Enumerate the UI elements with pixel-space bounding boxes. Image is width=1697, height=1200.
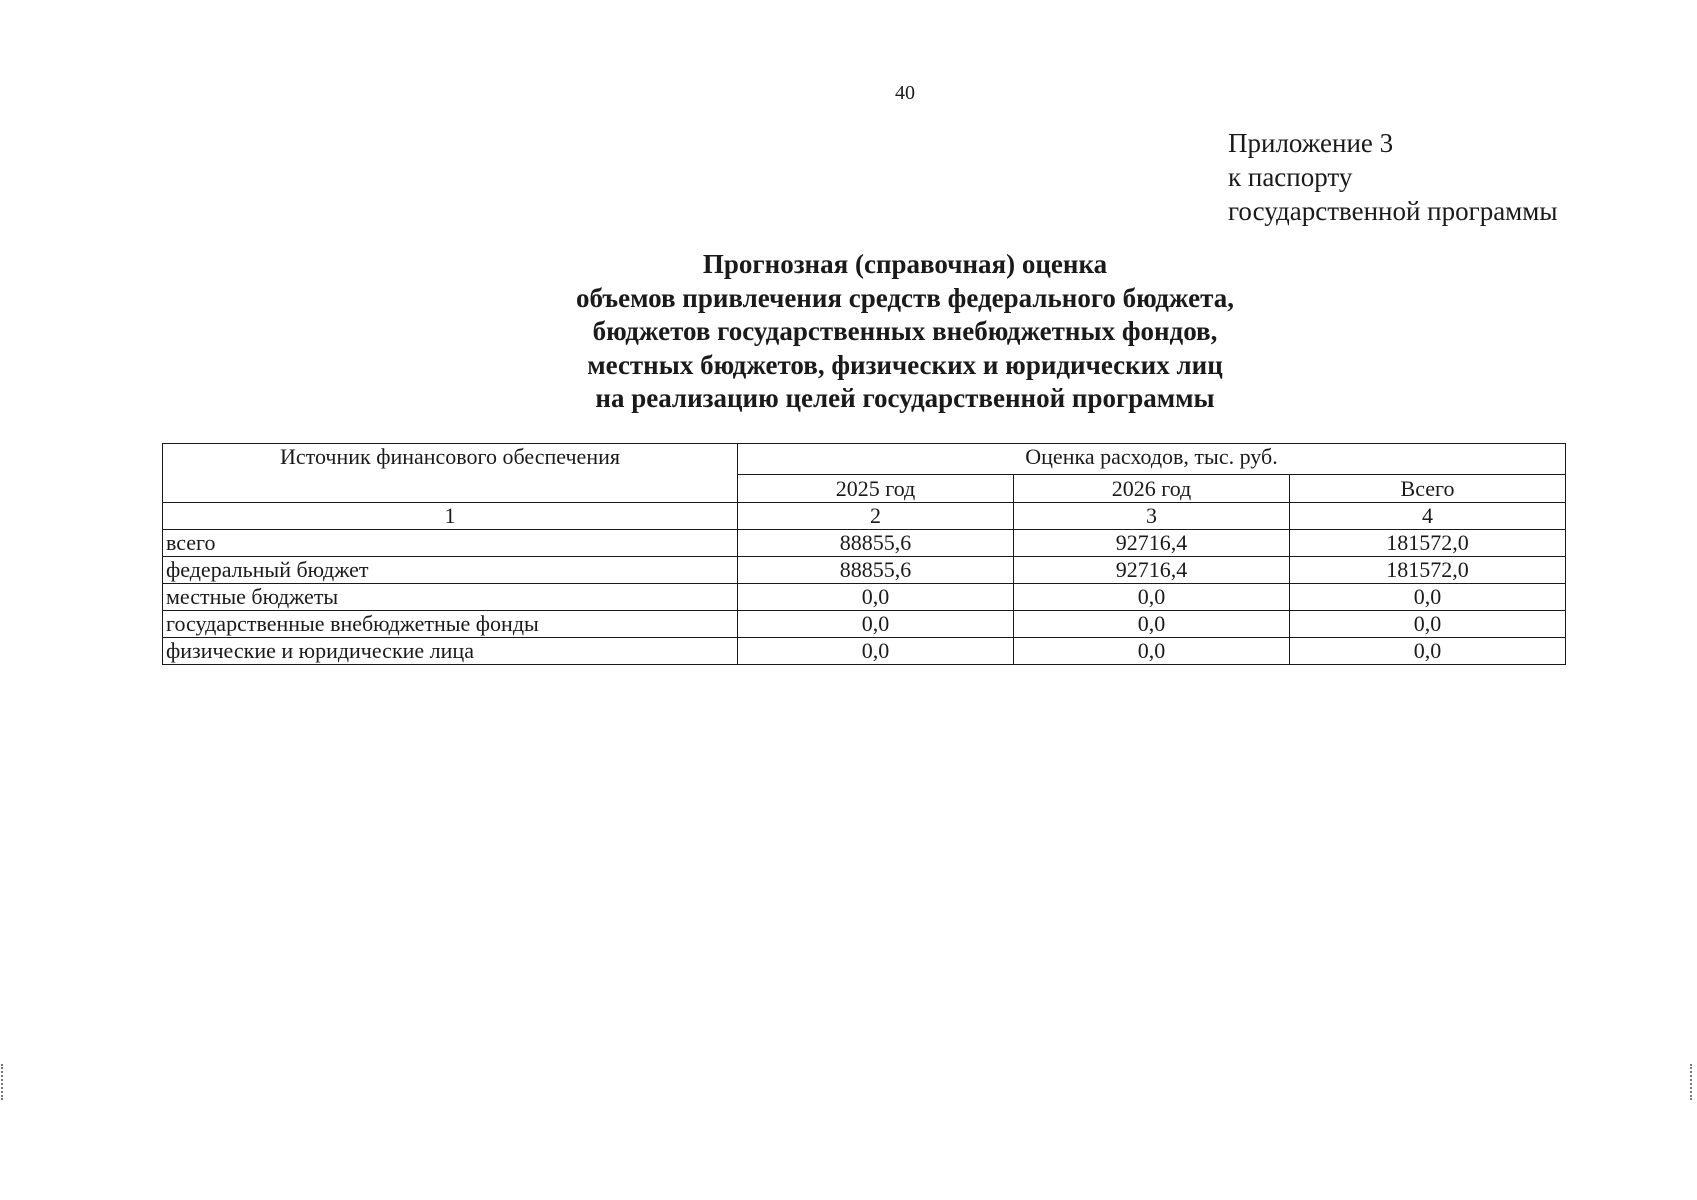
title-line: Прогнозная (справочная) оценка (702, 249, 1108, 279)
header-year-2025: 2025 год (738, 475, 1014, 503)
table-row (163, 557, 1566, 584)
value-2026-cell: 0,0 (1014, 638, 1290, 665)
appendix-line: государственной программы (1228, 196, 1558, 226)
scan-edge-mark-left (1, 1064, 7, 1100)
source-cell: физические и юридические лица (163, 638, 738, 665)
table-row (163, 584, 1566, 611)
column-number: 2 (738, 503, 1014, 530)
page-number: 40 (895, 82, 915, 104)
appendix-line: Приложение 3 (1228, 128, 1394, 158)
document-title (480, 248, 1330, 416)
source-cell: местные бюджеты (163, 584, 738, 611)
source-cell: всего (163, 530, 738, 557)
title-line: бюджетов государственных внебюджетных фондов, (592, 316, 1218, 346)
column-numbers-row (163, 503, 1566, 530)
value-2025-cell: 0,0 (738, 611, 1014, 638)
column-number: 1 (163, 503, 738, 530)
source-cell: федеральный бюджет (163, 557, 738, 584)
value-total-cell: 0,0 (1290, 638, 1566, 665)
appendix-note (1228, 126, 1558, 228)
table-row (163, 611, 1566, 638)
header-estimate: Оценка расходов, тыс. руб. (738, 444, 1566, 475)
title-line: объемов привлечения средств федерального бюджета, (576, 282, 1234, 313)
table-row (163, 530, 1566, 557)
scan-edge-mark-right (1690, 1064, 1696, 1100)
financing-table (162, 443, 1566, 665)
value-2025-cell: 88855,6 (738, 557, 1014, 584)
value-total-cell: 0,0 (1290, 584, 1566, 611)
column-number: 4 (1290, 503, 1566, 530)
value-total-cell: 181572,0 (1290, 530, 1566, 557)
appendix-line: к паспорту (1228, 162, 1353, 192)
header-source: Источник финансового обеспечения (163, 444, 738, 503)
value-2026-cell: 0,0 (1014, 584, 1290, 611)
value-2026-cell: 92716,4 (1014, 530, 1290, 557)
value-2026-cell: 92716,4 (1014, 557, 1290, 584)
column-number: 3 (1014, 503, 1290, 530)
header-year-2026: 2026 год (1014, 475, 1290, 503)
header-total: Всего (1290, 475, 1566, 503)
value-2025-cell: 0,0 (738, 584, 1014, 611)
source-cell: государственные внебюджетные фонды (163, 611, 738, 638)
title-line: на реализацию целей государственной программы (595, 383, 1215, 413)
value-2026-cell: 0,0 (1014, 611, 1290, 638)
value-2025-cell: 88855,6 (738, 530, 1014, 557)
table-row (163, 638, 1566, 665)
title-line: местных бюджетов, физических и юридических лиц (587, 349, 1223, 380)
value-2025-cell: 0,0 (738, 638, 1014, 665)
value-total-cell: 0,0 (1290, 611, 1566, 638)
value-total-cell: 181572,0 (1290, 557, 1566, 584)
